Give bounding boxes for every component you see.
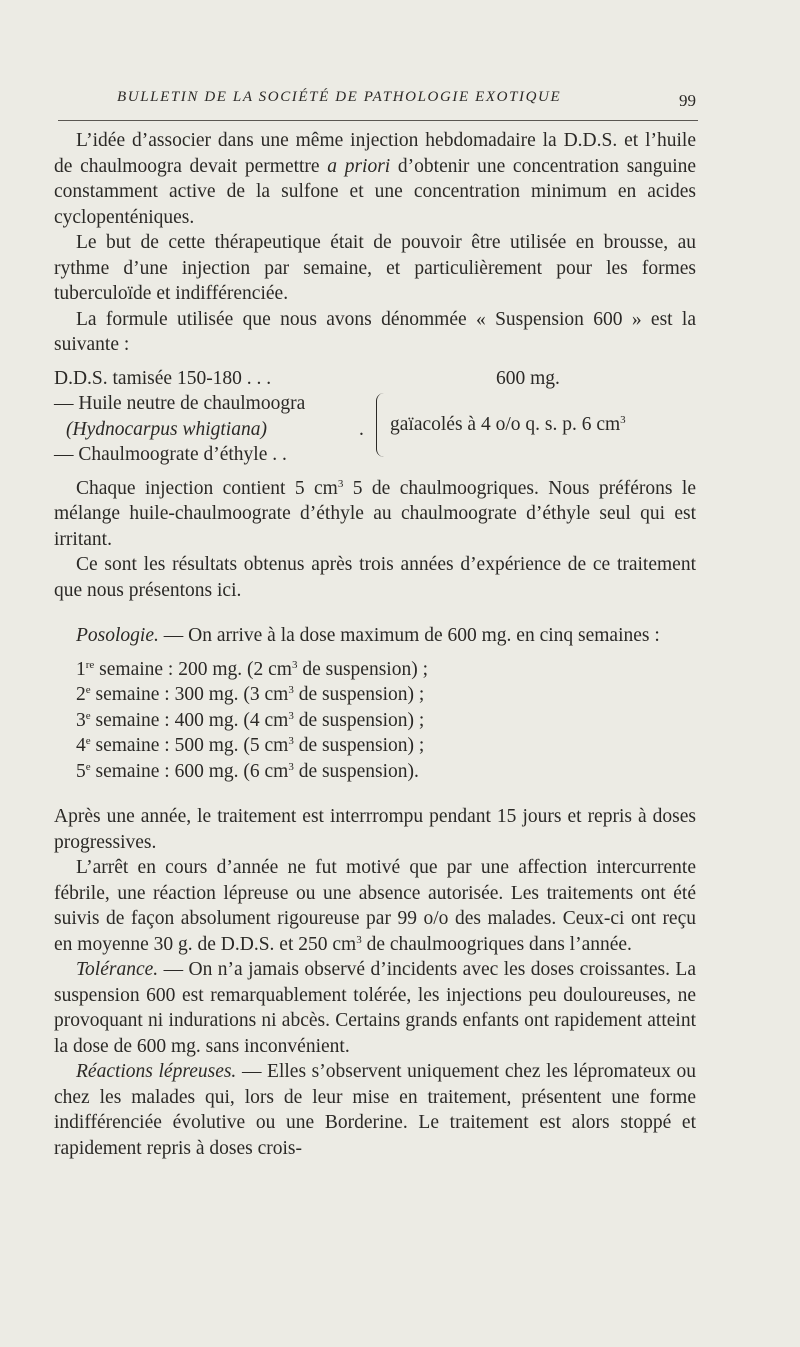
para4-a: Chaque injection contient 5 cm [76,477,338,499]
para1-italic: a priori [327,155,391,177]
week-text2: de suspension). [298,760,419,782]
week-sup: e [85,684,91,696]
week-sup: e [85,760,91,773]
formula-dots: . [359,418,364,440]
week-num: 4 [76,735,86,756]
page-number: 99 [679,91,696,110]
para1-text: L’idée d’associer dans une même injection hebdomadaire la D.D.S. et l’huile de chaulmoogra devait permettre [54,130,696,177]
week-sup: e [85,735,91,747]
reactions-text: — Elles s’observent uniquement chez les lépromateux ou chez les malades qui, lors de leur mise en traitement, présentent une forme indifférenciée évolutive ou une Borderine. Le traitement est alors stoppé et rapidement repris à doses crois- [54,1061,696,1159]
posologie-text: — On arrive à la dose maximum de 600 mg. en cinq semaines : [163,625,660,646]
schedule-row [54,657,696,683]
formula-dose: 600 mg. [496,367,560,389]
paragraph-goal: Le but de cette thérapeutique était de pouvoir être utilisée en brousse, au rythme d’une injection par semaine, et particulièrement pour les formes tuberculoïde et indifférenciée. [54,232,696,304]
week-text: semaine : 200 mg. (2 cm [99,658,292,680]
paragraph-posologie [54,623,696,649]
reactions-heading: Réactions lépreuses. [76,1061,237,1082]
para7-sup: 3 [356,933,362,946]
week-text2: de suspension) ; [298,684,425,705]
schedule-row [54,759,696,785]
dosage-schedule [54,657,696,785]
posologie-heading: Posologie. [76,625,159,646]
week-sup: re [85,658,95,671]
schedule-row [54,733,696,759]
schedule-row [54,682,696,708]
tolerance-heading: Tolérance. [76,959,159,980]
paragraph-association [54,128,696,230]
week-num: 3 [76,709,86,731]
paragraph-tolerance [54,957,696,1059]
week-text: semaine : 500 mg. (5 cm [95,735,289,756]
para4-sup: 3 [337,477,344,490]
paragraph-arret [54,855,696,957]
week-num: 5 [76,760,86,782]
formula-brace [376,393,387,457]
paragraph-injection [54,476,696,553]
week-text2: de suspension) ; [298,735,425,756]
schedule-row [54,708,696,734]
gaiacol-text: gaïacolés à 4 o/o q. s. p. 6 cm [390,413,621,435]
paragraph-results: Ce sont les résultats obtenus après trois années d’expérience de ce traitement que nous présentons ici. [54,554,696,601]
tolerance-text: — On n’a jamais observé d’incidents avec les doses croissantes. La suspension 600 est remarquablement tolérée, les injections peu douloureuses, ne provoquant ni indurations ni abcès. Certains grands enfants ont rapidement atteint la dose de 600 mg. sans inconvénient. [54,959,697,1057]
article-body [54,128,696,1161]
paragraph-reactions [54,1059,696,1161]
cm-sup: 3 [288,684,294,696]
week-num: 1 [76,658,86,680]
formula-hydnocarpus: (Hydnocarpus whigtiana) [66,418,267,440]
para7-b: de chaulmoogriques dans l’année. [366,933,632,955]
week-num: 2 [76,684,86,705]
week-text: semaine : 400 mg. (4 cm [95,709,289,731]
cm-sup: 3 [291,658,298,671]
gaiacol-sup: 3 [620,413,626,426]
header-rule [58,120,698,121]
cm-sup: 3 [288,709,294,722]
para1-end: d’obtenir une concentration sanguine constamment active de la sulfone et une concentration minimum en acides cyclopenténiques. [54,155,697,228]
paragraph-interruption: Après une année, le traitement est interrrompu pendant 15 jours et repris à doses progressives. [54,806,696,853]
formula-dds: D.D.S. tamisée 150-180 . . . [54,367,272,389]
para7-a: L’arrêt en cours d’année ne fut motivé que par une affection intercurrente fébrile, une réaction lépreuse ou une absence autorisée. Les traitements ont été suivis de façon absolument rigoureuse par 99 o/o des malades. Ceux-ci ont reçu en moyenne 30 g. de D.D.S. et 250 cm [54,857,696,955]
formula-huile: — Huile neutre de chaulmoogra [54,392,306,414]
formula-block [54,366,696,468]
week-sup: e [85,709,91,722]
formula-ethyle: — Chaulmoograte d’éthyle . . [54,443,287,465]
formula-gaiacol [390,412,626,438]
week-text2: de suspension) ; [302,658,428,680]
cm-sup: 3 [288,735,294,747]
week-text: semaine : 600 mg. (6 cm [95,760,289,782]
paragraph-formula-intro: La formule utilisée que nous avons dénommée « Suspension 600 » est la suivante : [54,308,696,355]
week-text: semaine : 300 mg. (3 cm [95,684,289,705]
week-text2: de suspension) ; [298,709,425,731]
journal-title: BULLETIN DE LA SOCIÉTÉ DE PATHOLOGIE EXOTIQUE [117,89,562,105]
cm-sup: 3 [288,760,294,773]
para4-b: 5 de chaulmoogriques. Nous préférons le mélange huile-chaulmoograte d’éthyle au chaulmoograte d’éthyle seul qui est irritant. [54,477,697,550]
